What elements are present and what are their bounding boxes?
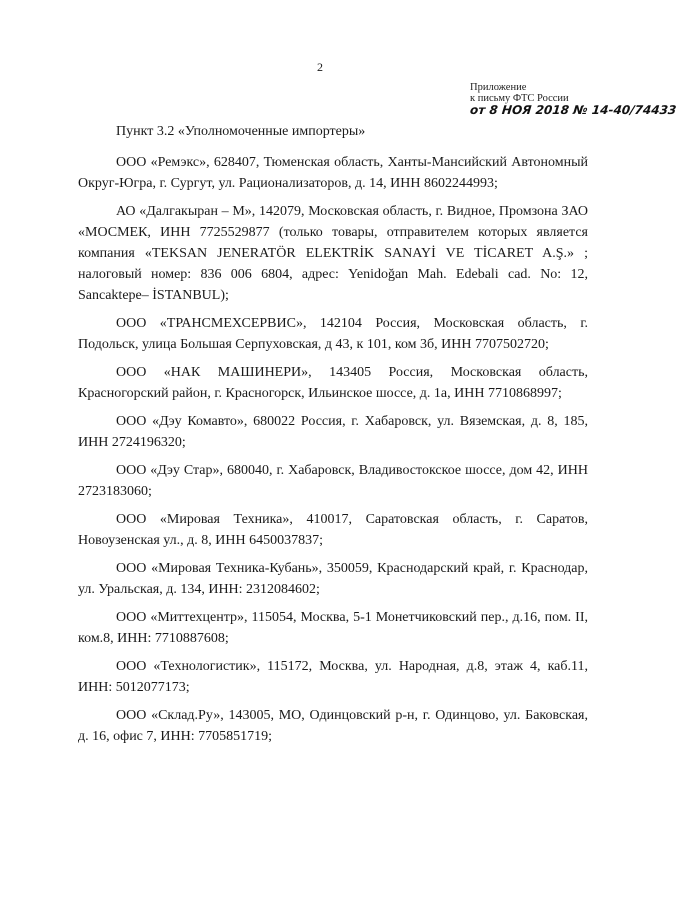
importer-entry: ООО «Ремэкс», 628407, Тюменская область, Ханты-Мансийский Автономный Округ-Югра, г. Сургут, ул. Рационализаторов, д. 14, ИНН 8602244993; [78, 155, 588, 191]
importer-entry: ООО «Мировая Техника-Кубань», 350059, Краснодарский край, г. Краснодар, ул. Уральская, д. 134, ИНН: 2312084602; [78, 561, 588, 597]
section-title: Пункт 3.2 «Уполномоченные импортеры» [116, 124, 366, 139]
importer-entry: ООО «Дэу Комавто», 680022 Россия, г. Хабаровск, ул. Вяземская, д. 8, 185, ИНН 2724196320; [78, 414, 588, 450]
appendix-letter-ref: к письму ФТС России [470, 93, 569, 104]
importer-entry: ООО «Мировая Техника», 410017, Саратовская область, г. Саратов, Новоузенская ул., д. 8, ИНН 6450037837; [78, 512, 588, 548]
document-body [78, 121, 588, 754]
importer-entry: ООО «Склад.Ру», 143005, МО, Одинцовский р-н, г. Одинцово, ул. Баковская, д. 16, офис 7, ИНН: 7705851719; [78, 708, 588, 744]
page-number: 2 [317, 60, 323, 74]
importer-entry: АО «Далгакыран – М», 142079, Московская область, г. Видное, Промзона ЗАО «МОСМЕК, ИНН 7725529877 (только товары, отправителем которых является компания «TEKSAN JENERATÖR ELEKTRİK SANAYİ VE TİCARET A.Ş.» ; налоговый номер: 836 006 6804, адрес: Yenidoğan Mah. Edebali cad. No: 12, Sancaktepe– İSTANBUL); [78, 204, 588, 303]
importer-entry: ООО «Дэу Стар», 680040, г. Хабаровск, Владивостокское шоссе, дом 42, ИНН 2723183060; [78, 463, 588, 499]
importer-entry: ООО «Технологистик», 115172, Москва, ул. Народная, д.8, этаж 4, каб.11, ИНН: 5012077173; [78, 659, 588, 695]
importer-entry: ООО «Миттехцентр», 115054, Москва, 5-1 Монетчиковский пер., д.16, пом. II, ком.8, ИНН: 7710887608; [78, 610, 588, 646]
importer-entry: ООО «ТРАНСМЕХСЕРВИС», 142104 Россия, Московская область, г. Подольск, улица Большая Серпуховская, д 43, к 101, ком 3б, ИНН 7707502720; [78, 316, 588, 352]
appendix-label: Приложение [470, 82, 527, 93]
importer-entry: ООО «НАК МАШИНЕРИ», 143405 Россия, Московская область, Красногорский район, г. Красногорск, Ильинское шоссе, д. 1а, ИНН 7710868997; [78, 365, 588, 401]
date-number-stamp: от 8 НОЯ 2018 № 14-40/74433 [469, 103, 677, 117]
appendix-note [469, 82, 677, 117]
